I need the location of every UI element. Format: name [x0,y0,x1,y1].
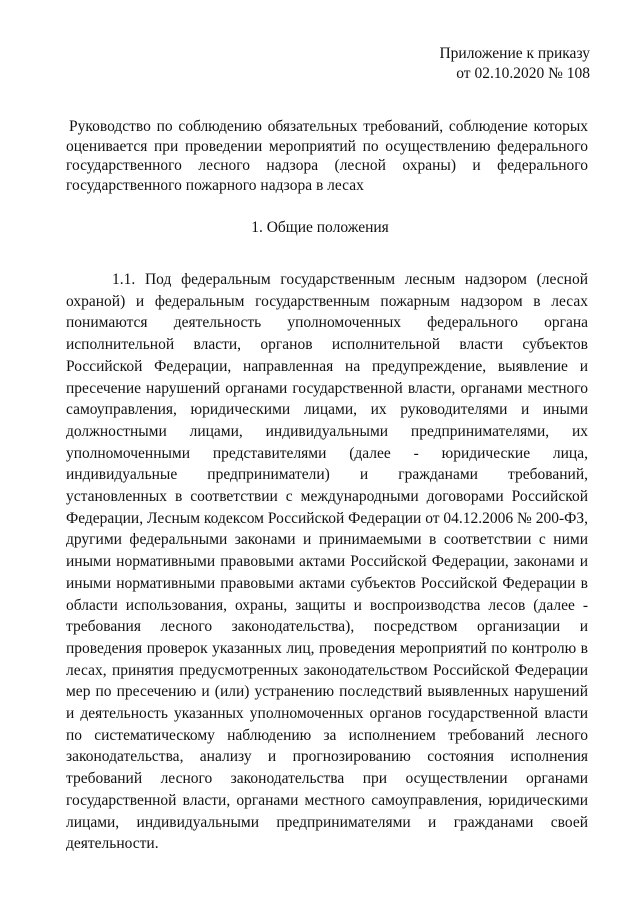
document-title: Руководство по соблюдению обязательных требований, соблюдение которых оценивается при проведении мероприятий по осуществлению федерального государственного лесного надзора (лесной охраны) и федерального государственного пожарного надзора в лесах [66,118,588,194]
appendix-note [439,44,590,84]
appendix-line-1: Приложение к приказу [439,45,590,62]
section-heading: 1. Общие положения [251,219,389,236]
appendix-line-2: от 02.10.2020 № 108 [456,65,590,82]
paragraph-1-1: 1.1. Под федеральным государственным лесным надзором (лесной охраной) и федеральным государственным пожарным надзором в лесах понимаются деятельность уполномоченных федерального органа исполнительной власти, органов исполнительной власти субъектов Российской Федерации, направленная на предупреждение, выявление и пресечение нарушений органами государственной власти, органами местного самоуправления, юридическими лицами, их руководителями и иными должностными лицами, индивидуальными предпринимателями, их уполномоченными представителями (далее - юридические лица, индивидуальные предприниматели) и гражданами требований, установленных в соответствии с международными договорами Российской Федерации, Лесным кодексом Российской Федерации от 04.12.2006 № 200-ФЗ, другими федеральными законами и принимаемыми в соответствии с ними иными нормативными правовыми актами Российской Федерации, законами и иными нормативными правовыми актами субъектов Российской Федерации в области использования, охраны, защиты и воспроизводства лесов (далее - требования лесного законодательства), посредством организации и проведения проверок указанных лиц, проведения мероприятий по контролю в лесах, принятия предусмотренных законодательством Российской Федерации мер по пресечению и (или) устранению последствий выявленных нарушений и деятельность указанных уполномоченных органов государственной власти по систематическому наблюдению за исполнением требований лесного законодательства, анализу и прогнозированию состояния исполнения требований лесного законодательства при осуществлении органами государственной власти, органами местного самоуправления, юридическими лицами, индивидуальными предпринимателями и гражданами своей деятельности. [66,271,588,853]
